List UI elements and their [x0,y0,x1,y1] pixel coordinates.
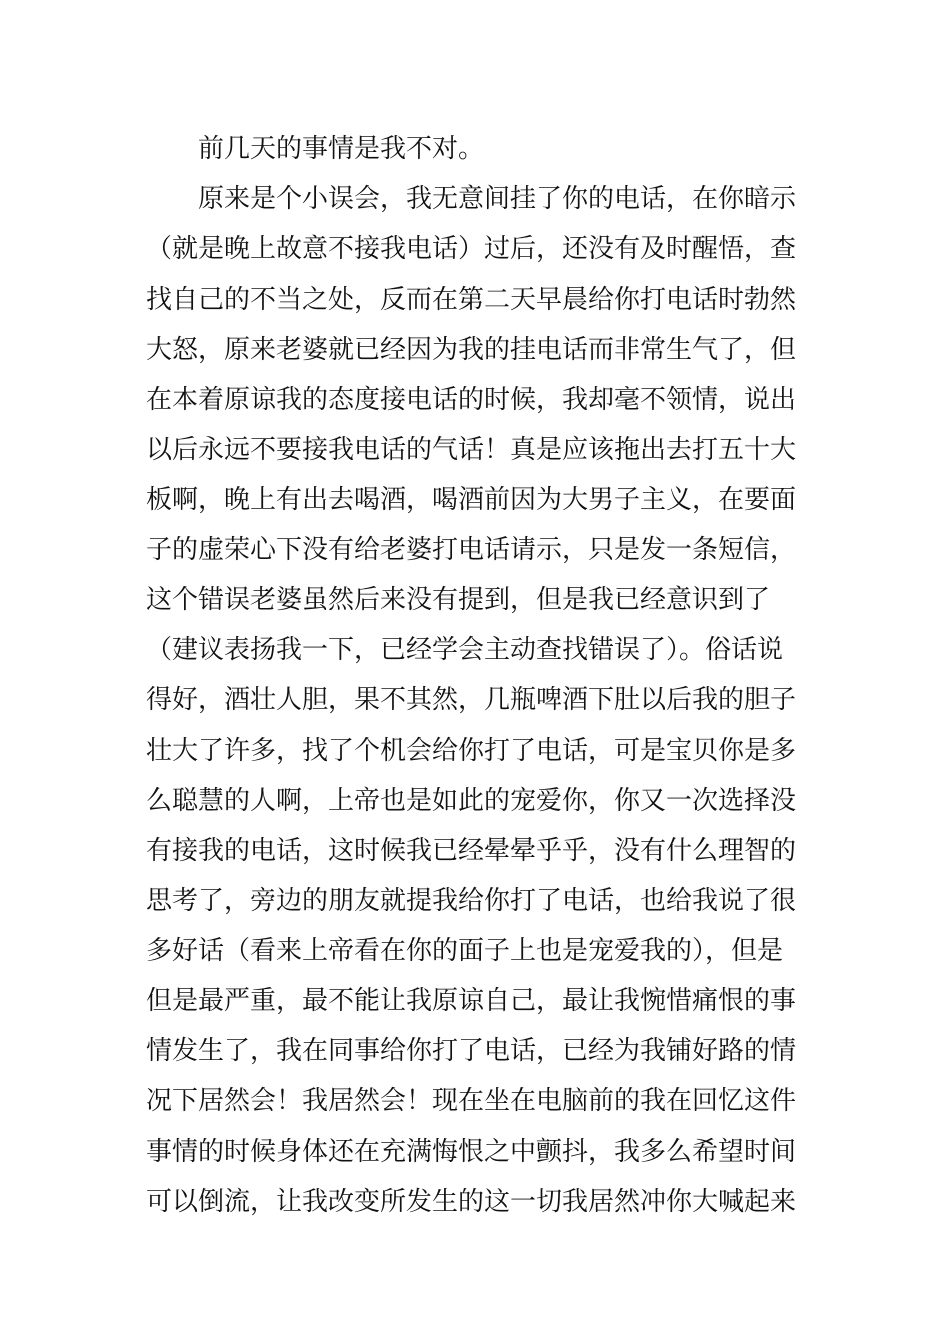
text-line: （建议表扬我一下，已经学会主动查找错误了）。俗话说 [146,635,784,665]
text-line: 壮大了许多，找了个机会给你打了电话，可是宝贝你是多 [146,736,797,766]
text-line: 事情的时候身体还在充满悔恨之中颤抖，我多么希望时间 [146,1137,797,1167]
text-line: 找自己的不当之处，反而在第二天早晨给你打电话时勃然 [146,285,797,315]
text-line: 多好话（看来上帝看在你的面子上也是宠爱我的），但是 [146,936,784,966]
text-line: 原来是个小误会，我无意间挂了你的电话，在你暗示 [198,184,797,214]
text-line: 况下居然会！我居然会！现在坐在电脑前的我在回忆这件 [146,1086,797,1116]
text-line: 以后永远不要接我电话的气话！真是应该拖出去打五十大 [146,435,797,465]
text-line: 板啊，晚上有出去喝酒，喝酒前因为大男子主义，在要面 [146,485,797,515]
text-line: 但是最严重，最不能让我原谅自己，最让我惋惜痛恨的事 [146,986,797,1016]
text-line: 么聪慧的人啊，上帝也是如此的宠爱你，你又一次选择没 [146,786,797,816]
text-line: 可以倒流，让我改变所发生的这一切我居然冲你大喊起来 [146,1187,797,1217]
text-line: 得好，酒壮人胆，果不其然，几瓶啤酒下肚以后我的胆子 [146,685,797,715]
text-line: （就是晚上故意不接我电话）过后，还没有及时醒悟，查 [146,234,797,264]
text-line: 情发生了，我在同事给你打了电话，已经为我铺好路的情 [146,1036,797,1066]
text-line: 在本着原谅我的态度接电话的时候，我却毫不领情，说出 [146,385,797,415]
text-line: 大怒，原来老婆就已经因为我的挂电话而非常生气了，但 [146,335,797,365]
text-line: 思考了，旁边的朋友就提我给你打了电话，也给我说了很 [146,886,797,916]
text-line: 前几天的事情是我不对。 [198,134,485,164]
text-line: 这个错误老婆虽然后来没有提到，但是我已经意识到了 [146,585,771,615]
text-line: 子的虚荣心下没有给老婆打电话请示，只是发一条短信， [146,535,797,565]
text-line: 有接我的电话，这时候我已经晕晕乎乎，没有什么理智的 [146,836,797,866]
